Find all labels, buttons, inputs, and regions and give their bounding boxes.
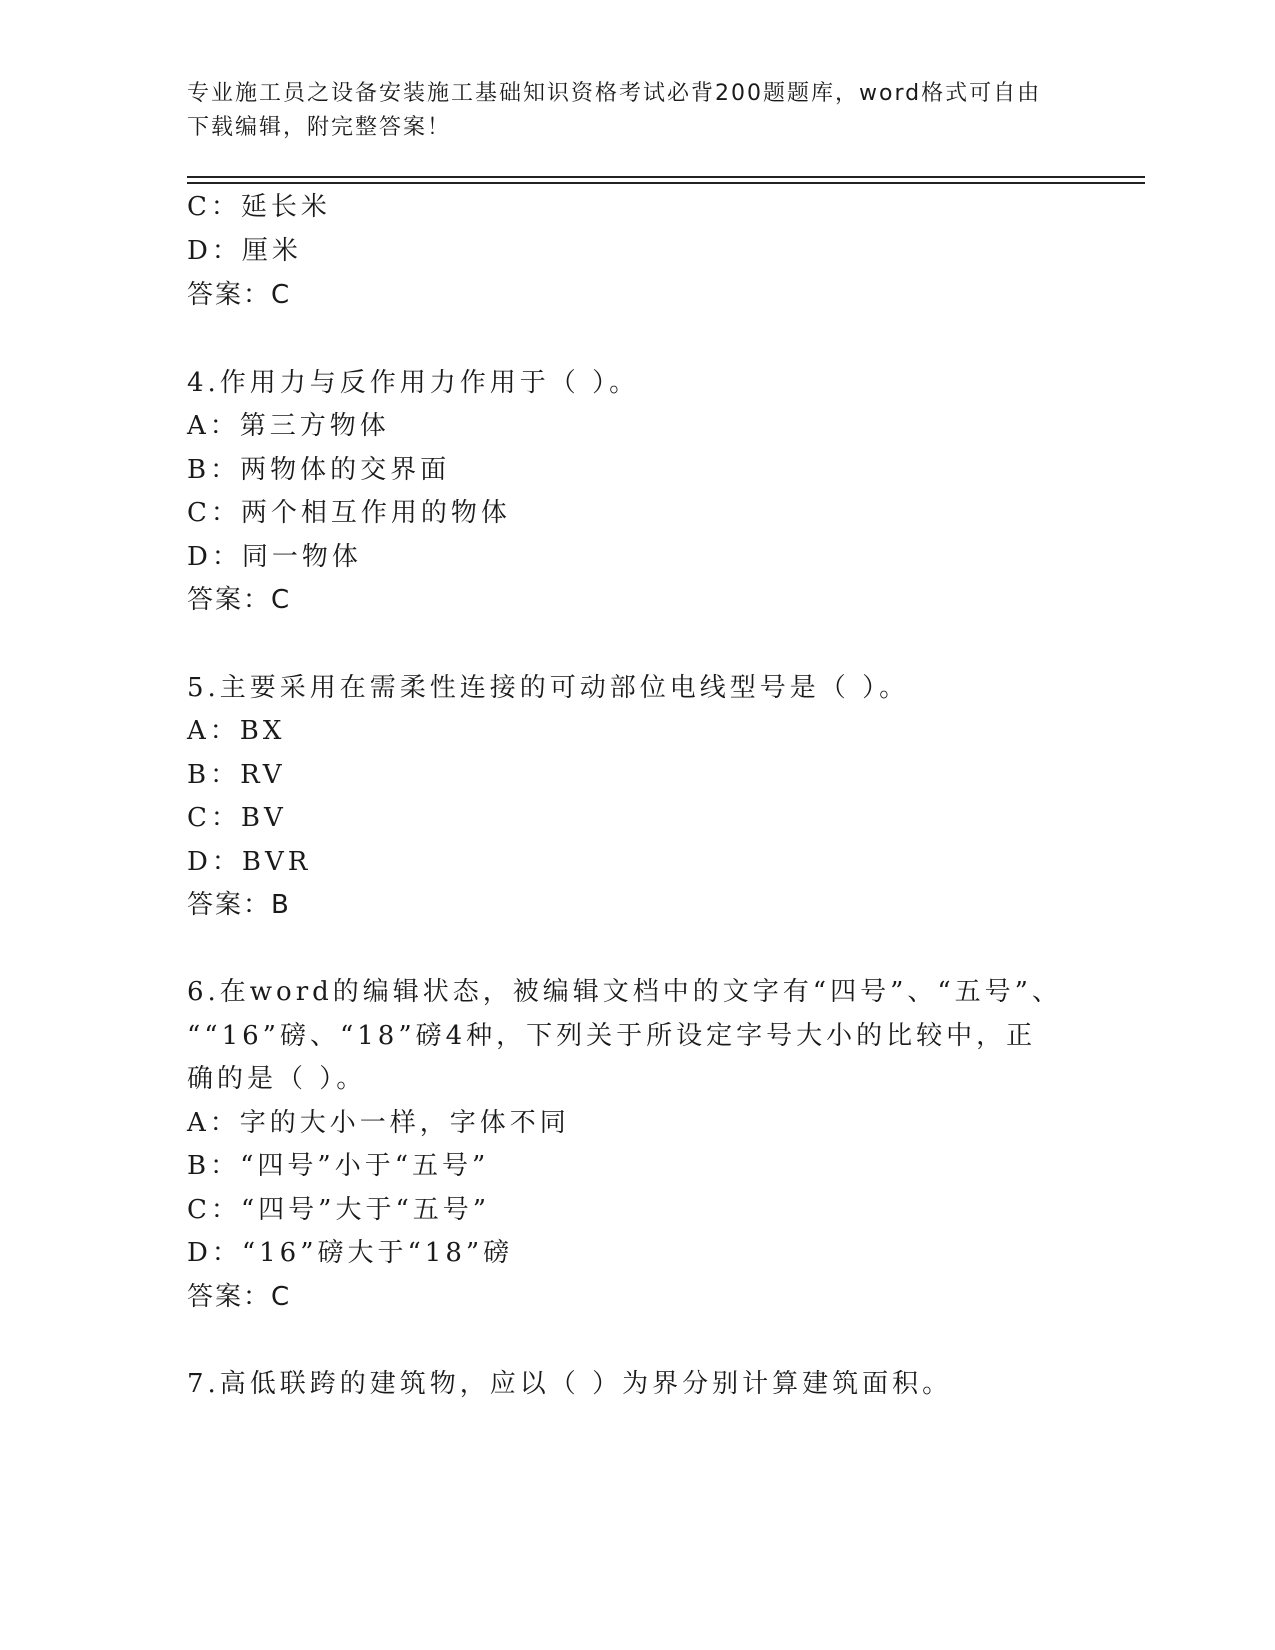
q5-option-d: D：BVR [187, 847, 312, 877]
q4-option-a: A：第三方物体 [187, 411, 390, 441]
q6-option-a: A：字的大小一样，字体不同 [187, 1108, 570, 1138]
q3-option-c: C：延长米 [187, 192, 331, 222]
header-title-line2: 下载编辑，附完整答案！ [187, 115, 452, 140]
q5-answer: 答案：B [187, 890, 291, 920]
q5-option-b: B：RV [187, 760, 286, 790]
q6-option-c: C：“四号”大于“五号” [187, 1195, 491, 1225]
q5-option-a: A：BX [187, 716, 286, 746]
header-divider-top [187, 176, 1145, 178]
q4-answer: 答案：C [187, 585, 292, 615]
q3-option-d: D：厘米 [187, 236, 302, 266]
q4-option-b: B：两物体的交界面 [187, 455, 451, 485]
q5-stem: 5.主要采用在需柔性连接的可动部位电线型号是（ ）。 [187, 673, 910, 703]
q6-stem-line1: 6.在word的编辑状态，被编辑文档中的文字有“四号”、“五号”、 [187, 977, 1062, 1007]
q5-option-c: C：BV [187, 803, 287, 833]
q6-stem-line3: 确的是（ ）。 [187, 1064, 367, 1094]
header-divider-bottom [187, 182, 1145, 184]
header-title-line1: 专业施工员之设备安装施工基础知识资格考试必背200题题库，word格式可自由 [187, 81, 1042, 106]
q4-option-d: D：同一物体 [187, 542, 362, 572]
q6-stem-line2: ““16”磅、“18”磅4种，下列关于所设定字号大小的比较中，正 [187, 1021, 1037, 1051]
q7-stem: 7.高低联跨的建筑物，应以（ ）为界分别计算建筑面积。 [187, 1369, 953, 1399]
q4-stem: 4.作用力与反作用力作用于（ ）。 [187, 368, 640, 398]
q6-option-d: D：“16”磅大于“18”磅 [187, 1238, 514, 1268]
q4-option-c: C：两个相互作用的物体 [187, 498, 511, 528]
q3-answer: 答案：C [187, 280, 292, 310]
q6-option-b: B：“四号”小于“五号” [187, 1151, 490, 1181]
q6-answer: 答案：C [187, 1282, 292, 1312]
